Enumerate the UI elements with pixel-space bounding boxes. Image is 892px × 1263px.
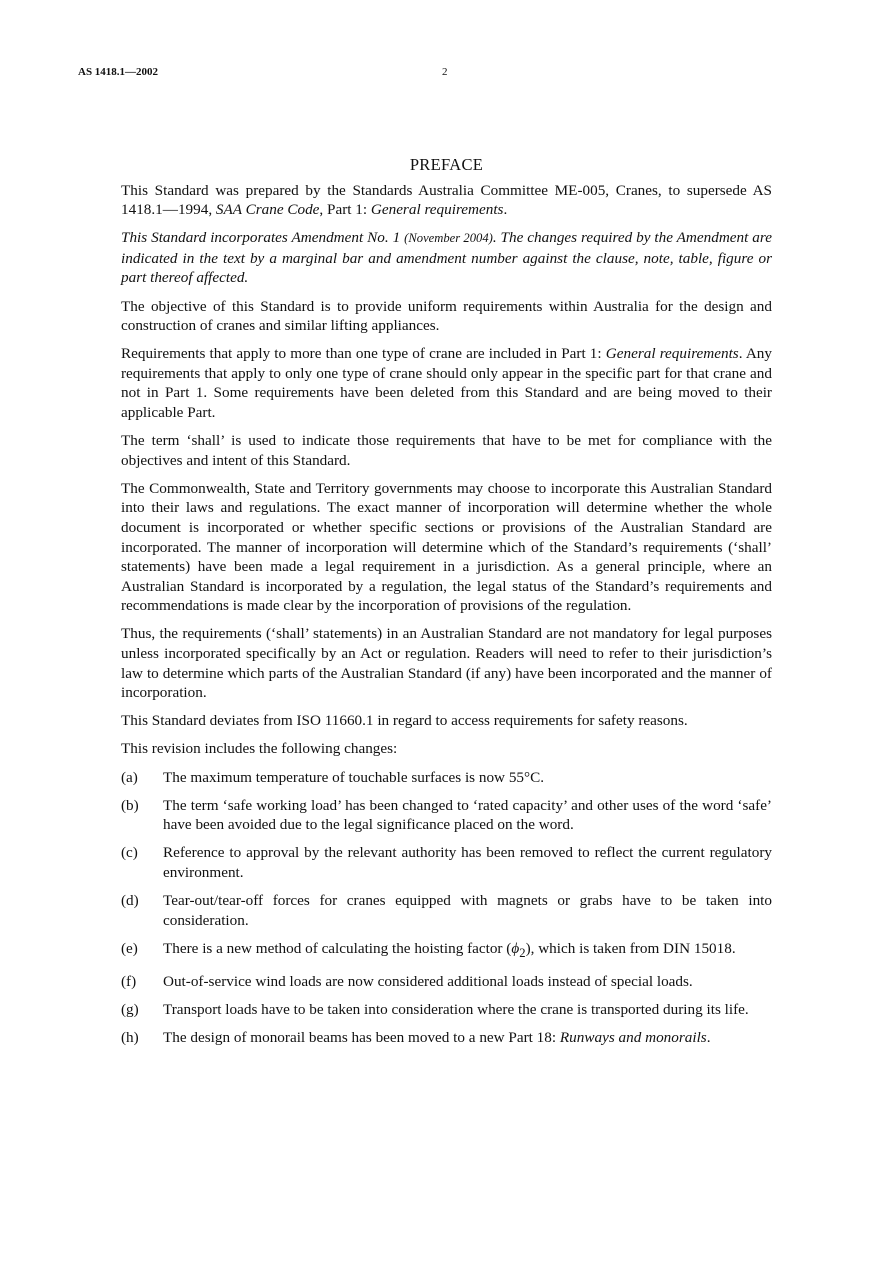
sentence-end: . (503, 201, 508, 219)
part-title: General requirements (370, 201, 504, 219)
preface-paragraph-shall: The term ‘shall’ is used to indicate those requirements that have to be met for compliance with the objectives and intent of this Standard. (121, 432, 772, 469)
page-header (78, 66, 818, 84)
list-marker: (a) (121, 768, 138, 786)
list-marker: (e) (121, 939, 138, 957)
list-item-text: The maximum temperature of touchable surfaces is now 55°C. (163, 768, 545, 786)
list-item-text (163, 939, 772, 964)
list-item-text (163, 1028, 772, 1048)
preface-section (121, 155, 772, 1056)
preface-paragraph-revision: This revision includes the following changes: (121, 740, 398, 758)
requirements-text: Requirements that apply to more than one type of crane are included in Part 1: (121, 345, 606, 363)
preface-paragraph-deviation: This Standard deviates from ISO 11660.1 in regard to access requirements for safety reasons. (121, 712, 688, 730)
preface-paragraph-objective: The objective of this Standard is to provide uniform requirements within Australia for the design and construction of cranes and similar lifting appliances. (121, 297, 772, 335)
list-item-text: Reference to approval by the relevant authority has been removed to reflect the current regulatory environment. (163, 844, 772, 881)
part-text: , Part 1: (319, 201, 371, 219)
requirements-details: . Any requirements that apply to only one type of crane should only appear in the specific part for that crane and not in Part 1. Some requirements have been deleted from this Standard and are being moved to their applicable Part. (121, 345, 772, 422)
list-marker: (f) (121, 972, 137, 990)
list-marker: (b) (121, 796, 139, 814)
amendment-details: . The changes required by the Amendment are indicated in the text by a marginal bar and amendment number against the clause, note, table, figure or part thereof affected. (121, 229, 772, 287)
amendment-text: This Standard incorporates Amendment No. 1 (121, 229, 405, 247)
preface-paragraph-legal: Thus, the requirements (‘shall’ statements) in an Australian Standard are not mandatory for legal purposes unless incorporated specifically by an Act or regulation. Readers will need to refer to their jurisdiction’s law to determine which parts of the Australian Standard (if any) have been incorporated and the manner of incorporation. (121, 625, 772, 702)
list-marker: (h) (121, 1029, 139, 1046)
amendment-date: (November 2004) (404, 231, 493, 246)
list-item (121, 1000, 772, 1020)
list-marker: (g) (121, 1000, 139, 1018)
list-item (121, 972, 772, 992)
list-item (121, 939, 772, 964)
committee-text: This Standard was prepared by the Standards Australia Committee ME-005, Cranes, to supersede AS 1418.1—1994, (121, 181, 772, 219)
list-item (121, 843, 772, 882)
list-marker: (c) (121, 844, 138, 862)
document-id: AS 1418.1—2002 (78, 66, 159, 78)
preface-title: PREFACE (409, 155, 484, 174)
monorail-text: The design of monorail beams has been moved to a new Part 18: (163, 1029, 560, 1046)
list-item (121, 891, 772, 930)
list-item (121, 796, 772, 835)
preface-paragraph-incorporation: The Commonwealth, State and Territory governments may choose to incorporate this Australian Standard into their laws and regulations. The exact manner of incorporation will determine whether the whole document is incorporated or whether specific sections or provisions of the Australian Standard are incorporated. The manner of incorporation will determine which of the Standard’s requirements (‘shall’ statements) have been made a legal requirement in a jurisdiction. As a general principle, where an Australian Standard is incorporated by a regulation, the legal status of the Standard’s requirements and recommendations is made clear by the incorporation of provisions of the regulation. (121, 479, 772, 615)
list-marker: (d) (121, 892, 139, 909)
hoisting-text: There is a new method of calculating the hoisting factor ( (163, 939, 512, 957)
list-item-text: Tear-out/tear-off forces for cranes equipped with magnets or grabs have to be taken into consideration. (163, 892, 772, 929)
page-number: 2 (442, 66, 448, 78)
list-item-text: Transport loads have to be taken into consideration where the crane is transported during its life. (163, 1000, 749, 1018)
phi-symbol: ϕ (511, 939, 520, 957)
preface-paragraph-requirements (121, 344, 772, 422)
general-requirements-title: General requirements (605, 345, 739, 363)
part-18-title: Runways and monorails (559, 1029, 707, 1046)
hoisting-source: ), which is taken from DIN 15018. (525, 939, 736, 957)
preface-paragraph-amendment (121, 228, 772, 288)
list-item (121, 768, 772, 788)
changes-list (121, 768, 772, 1048)
list-item-text: The term ‘safe working load’ has been changed to ‘rated capacity’ and other uses of the word ‘safe’ have been avoided due to the legal significance placed on the word. (163, 796, 772, 834)
preface-paragraph-committee (121, 181, 772, 220)
list-item-text: Out-of-service wind loads are now considered additional loads instead of special loads. (163, 972, 693, 990)
sentence-end: . (706, 1029, 711, 1046)
list-item (121, 1028, 772, 1048)
phi-subscript: 2 (519, 945, 526, 960)
superseded-title: SAA Crane Code (215, 201, 320, 219)
